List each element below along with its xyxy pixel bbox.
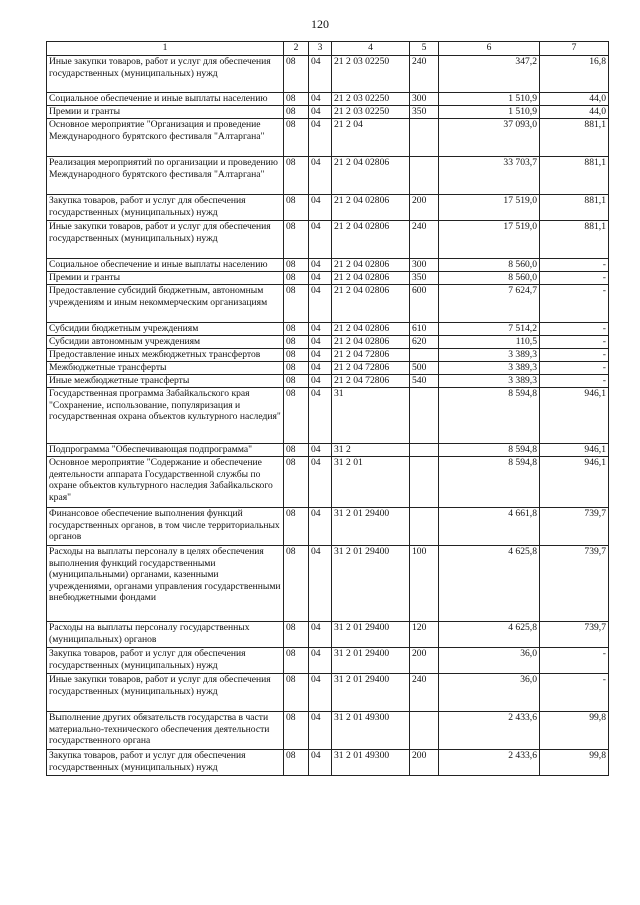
row-subsection-cell: 04: [309, 648, 332, 674]
row-subsection-cell: 04: [309, 259, 332, 272]
row-amount-cell: 347,2: [439, 56, 540, 93]
row-target-article-cell: 31 2: [332, 444, 410, 457]
row-target-article-cell: 31 2 01 29400: [332, 648, 410, 674]
row-expense-type-cell: [410, 157, 439, 195]
row-name-cell: Основное мероприятие "Организация и проведение Международного бурятского фестиваля "Алтаргана": [47, 119, 284, 157]
row-subsection-cell: 04: [309, 457, 332, 508]
row-section-cell: 08: [284, 444, 309, 457]
row-target-article-cell: 21 2 04 02806: [332, 195, 410, 221]
row-name-cell: Реализация мероприятий по организации и проведению Международного бурятского фестиваля "Алтаргана": [47, 157, 284, 195]
row-amount-2-cell: -: [540, 375, 609, 388]
row-amount-2-cell: 946,1: [540, 457, 609, 508]
row-subsection-cell: 04: [309, 285, 332, 323]
table-row: [47, 712, 609, 750]
row-section-cell: 08: [284, 750, 309, 776]
row-amount-cell: 2 433,6: [439, 750, 540, 776]
row-section-cell: 08: [284, 648, 309, 674]
row-target-article-cell: 21 2 03 02250: [332, 93, 410, 106]
row-target-article-cell: 31 2 01 29400: [332, 546, 410, 622]
row-subsection-cell: 04: [309, 93, 332, 106]
row-name-cell: Предоставление субсидий бюджетным, автономным учреждениям и иным некоммерческим организациям: [47, 285, 284, 323]
row-target-article-cell: 31: [332, 388, 410, 444]
row-target-article-cell: 31 2 01 49300: [332, 750, 410, 776]
row-expense-type-cell: [410, 119, 439, 157]
row-target-article-cell: 21 2 04 72806: [332, 362, 410, 375]
row-expense-type-cell: 540: [410, 375, 439, 388]
row-name-cell: Социальное обеспечение и иные выплаты населению: [47, 259, 284, 272]
row-expense-type-cell: 200: [410, 195, 439, 221]
budget-table: [46, 41, 609, 776]
table-row: [47, 323, 609, 336]
row-amount-cell: 1 510,9: [439, 93, 540, 106]
table-row: [47, 336, 609, 349]
row-section-cell: 08: [284, 272, 309, 285]
table-row: [47, 195, 609, 221]
row-section-cell: 08: [284, 712, 309, 750]
row-section-cell: 08: [284, 119, 309, 157]
row-expense-type-cell: [410, 712, 439, 750]
row-amount-2-cell: 881,1: [540, 119, 609, 157]
row-subsection-cell: 04: [309, 622, 332, 648]
row-subsection-cell: 04: [309, 362, 332, 375]
row-name-cell: Иные межбюджетные трансферты: [47, 375, 284, 388]
row-subsection-cell: 04: [309, 336, 332, 349]
row-amount-2-cell: 946,1: [540, 444, 609, 457]
row-amount-2-cell: 99,8: [540, 712, 609, 750]
row-amount-2-cell: -: [540, 285, 609, 323]
row-amount-cell: 4 625,8: [439, 546, 540, 622]
row-expense-type-cell: 610: [410, 323, 439, 336]
row-amount-cell: 17 519,0: [439, 195, 540, 221]
table-row: [47, 119, 609, 157]
row-subsection-cell: 04: [309, 750, 332, 776]
row-amount-2-cell: -: [540, 362, 609, 375]
column-header: 4: [332, 42, 410, 56]
row-amount-cell: 8 560,0: [439, 259, 540, 272]
row-subsection-cell: 04: [309, 106, 332, 119]
row-name-cell: Иные закупки товаров, работ и услуг для обеспечения государственных (муниципальных) нужд: [47, 674, 284, 712]
row-target-article-cell: 21 2 04 02806: [332, 336, 410, 349]
row-subsection-cell: 04: [309, 195, 332, 221]
row-expense-type-cell: 100: [410, 546, 439, 622]
row-amount-cell: 3 389,3: [439, 362, 540, 375]
table-row: [47, 272, 609, 285]
row-target-article-cell: 31 2 01 49300: [332, 712, 410, 750]
row-expense-type-cell: 620: [410, 336, 439, 349]
row-target-article-cell: 21 2 04 02806: [332, 323, 410, 336]
row-expense-type-cell: 350: [410, 272, 439, 285]
row-expense-type-cell: [410, 349, 439, 362]
table-row: [47, 349, 609, 362]
row-section-cell: 08: [284, 259, 309, 272]
row-name-cell: Субсидии бюджетным учреждениям: [47, 323, 284, 336]
row-amount-cell: 8 594,8: [439, 457, 540, 508]
row-expense-type-cell: 600: [410, 285, 439, 323]
table-row: [47, 622, 609, 648]
row-name-cell: Закупка товаров, работ и услуг для обеспечения государственных (муниципальных) нужд: [47, 195, 284, 221]
row-subsection-cell: 04: [309, 712, 332, 750]
row-target-article-cell: 21 2 04 72806: [332, 375, 410, 388]
row-target-article-cell: 21 2 03 02250: [332, 56, 410, 93]
row-section-cell: 08: [284, 323, 309, 336]
table-row: [47, 444, 609, 457]
row-amount-cell: 17 519,0: [439, 221, 540, 259]
row-amount-2-cell: 16,8: [540, 56, 609, 93]
row-section-cell: 08: [284, 157, 309, 195]
table-row: [47, 157, 609, 195]
table-row: [47, 106, 609, 119]
row-amount-2-cell: 44,0: [540, 93, 609, 106]
row-subsection-cell: 04: [309, 508, 332, 546]
table-row: [47, 56, 609, 93]
row-name-cell: Социальное обеспечение и иные выплаты населению: [47, 93, 284, 106]
column-header: 6: [439, 42, 540, 56]
row-section-cell: 08: [284, 221, 309, 259]
row-subsection-cell: 04: [309, 323, 332, 336]
row-amount-2-cell: -: [540, 336, 609, 349]
row-amount-cell: 1 510,9: [439, 106, 540, 119]
row-amount-cell: 33 703,7: [439, 157, 540, 195]
row-expense-type-cell: [410, 457, 439, 508]
row-section-cell: 08: [284, 457, 309, 508]
row-target-article-cell: 31 2 01 29400: [332, 508, 410, 546]
row-name-cell: Межбюджетные трансферты: [47, 362, 284, 375]
row-amount-cell: 36,0: [439, 648, 540, 674]
row-amount-2-cell: 739,7: [540, 546, 609, 622]
row-name-cell: Финансовое обеспечение выполнения функций государственных органов, в том числе территориальных органов: [47, 508, 284, 546]
row-amount-cell: 8 560,0: [439, 272, 540, 285]
row-amount-cell: 4 625,8: [439, 622, 540, 648]
row-subsection-cell: 04: [309, 444, 332, 457]
row-subsection-cell: 04: [309, 349, 332, 362]
row-target-article-cell: 31 2 01: [332, 457, 410, 508]
row-section-cell: 08: [284, 285, 309, 323]
row-amount-cell: 8 594,8: [439, 444, 540, 457]
row-target-article-cell: 31 2 01 29400: [332, 622, 410, 648]
row-target-article-cell: 21 2 04 72806: [332, 349, 410, 362]
row-name-cell: Расходы на выплаты персоналу в целях обеспечения выполнения функций государственными (муниципальными) органами, казенными учреждениями, органами управления государственными внебюджетными фондами: [47, 546, 284, 622]
row-expense-type-cell: [410, 388, 439, 444]
row-expense-type-cell: 120: [410, 622, 439, 648]
row-target-article-cell: 21 2 04: [332, 119, 410, 157]
row-name-cell: Субсидии автономным учреждениям: [47, 336, 284, 349]
row-expense-type-cell: 350: [410, 106, 439, 119]
row-amount-cell: 36,0: [439, 674, 540, 712]
table-row: [47, 508, 609, 546]
row-amount-2-cell: -: [540, 674, 609, 712]
row-target-article-cell: 21 2 04 02806: [332, 157, 410, 195]
row-name-cell: Основное мероприятие "Содержание и обеспечение деятельности аппарата Государственной службы по охране объектов культурного наследия Забайкальского края": [47, 457, 284, 508]
row-section-cell: 08: [284, 674, 309, 712]
page-number: 120: [311, 17, 329, 31]
row-name-cell: Государственная программа Забайкальского края "Сохранение, использование, популяризация и государственная охрана объектов культурного наследия": [47, 388, 284, 444]
row-subsection-cell: 04: [309, 388, 332, 444]
table-row: [47, 362, 609, 375]
row-amount-2-cell: 44,0: [540, 106, 609, 119]
table-row: [47, 285, 609, 323]
row-subsection-cell: 04: [309, 272, 332, 285]
row-section-cell: 08: [284, 106, 309, 119]
row-name-cell: Иные закупки товаров, работ и услуг для обеспечения государственных (муниципальных) нужд: [47, 221, 284, 259]
column-header: 2: [284, 42, 309, 56]
row-amount-2-cell: 739,7: [540, 508, 609, 546]
row-name-cell: Подпрограмма "Обеспечивающая подпрограмма": [47, 444, 284, 457]
table-row: [47, 259, 609, 272]
row-section-cell: 08: [284, 336, 309, 349]
row-amount-2-cell: 946,1: [540, 388, 609, 444]
column-header: 1: [47, 42, 284, 56]
row-expense-type-cell: [410, 444, 439, 457]
table-row: [47, 648, 609, 674]
row-section-cell: 08: [284, 546, 309, 622]
row-name-cell: Закупка товаров, работ и услуг для обеспечения государственных (муниципальных) нужд: [47, 750, 284, 776]
column-header: 3: [309, 42, 332, 56]
row-target-article-cell: 21 2 04 02806: [332, 221, 410, 259]
table-row: [47, 221, 609, 259]
row-name-cell: Выполнение других обязательств государства в части материально-технического обеспечения деятельности государственного органа: [47, 712, 284, 750]
row-amount-2-cell: -: [540, 259, 609, 272]
row-target-article-cell: 21 2 04 02806: [332, 259, 410, 272]
row-section-cell: 08: [284, 195, 309, 221]
row-expense-type-cell: 300: [410, 259, 439, 272]
row-name-cell: Расходы на выплаты персоналу государственных (муниципальных) органов: [47, 622, 284, 648]
row-subsection-cell: 04: [309, 221, 332, 259]
row-name-cell: Премии и гранты: [47, 106, 284, 119]
table-row: [47, 457, 609, 508]
row-target-article-cell: 21 2 03 02250: [332, 106, 410, 119]
row-section-cell: 08: [284, 93, 309, 106]
table-row: [47, 93, 609, 106]
row-expense-type-cell: 500: [410, 362, 439, 375]
row-amount-cell: 110,5: [439, 336, 540, 349]
row-amount-2-cell: 881,1: [540, 195, 609, 221]
table-row: [47, 375, 609, 388]
row-expense-type-cell: 240: [410, 221, 439, 259]
row-amount-2-cell: 739,7: [540, 622, 609, 648]
row-section-cell: 08: [284, 388, 309, 444]
row-expense-type-cell: 240: [410, 674, 439, 712]
row-amount-cell: 3 389,3: [439, 375, 540, 388]
row-amount-2-cell: 881,1: [540, 157, 609, 195]
column-header: 7: [540, 42, 609, 56]
row-amount-cell: 7 514,2: [439, 323, 540, 336]
row-amount-cell: 2 433,6: [439, 712, 540, 750]
row-amount-cell: 8 594,8: [439, 388, 540, 444]
row-amount-2-cell: -: [540, 648, 609, 674]
row-subsection-cell: 04: [309, 546, 332, 622]
row-amount-2-cell: -: [540, 323, 609, 336]
row-name-cell: Закупка товаров, работ и услуг для обеспечения государственных (муниципальных) нужд: [47, 648, 284, 674]
table-row: [47, 674, 609, 712]
row-name-cell: Премии и гранты: [47, 272, 284, 285]
row-amount-2-cell: 99,8: [540, 750, 609, 776]
row-subsection-cell: 04: [309, 375, 332, 388]
row-amount-cell: 3 389,3: [439, 349, 540, 362]
row-subsection-cell: 04: [309, 119, 332, 157]
row-expense-type-cell: 240: [410, 56, 439, 93]
table-row: [47, 750, 609, 776]
header-row: [47, 42, 609, 56]
row-expense-type-cell: 200: [410, 648, 439, 674]
row-subsection-cell: 04: [309, 157, 332, 195]
row-amount-2-cell: -: [540, 349, 609, 362]
row-expense-type-cell: [410, 508, 439, 546]
row-section-cell: 08: [284, 622, 309, 648]
table-row: [47, 546, 609, 622]
row-section-cell: 08: [284, 56, 309, 93]
row-section-cell: 08: [284, 508, 309, 546]
row-target-article-cell: 21 2 04 02806: [332, 272, 410, 285]
row-section-cell: 08: [284, 375, 309, 388]
row-expense-type-cell: 300: [410, 93, 439, 106]
row-amount-cell: 37 093,0: [439, 119, 540, 157]
column-header: 5: [410, 42, 439, 56]
row-amount-cell: 7 624,7: [439, 285, 540, 323]
row-name-cell: Предоставление иных межбюджетных трансфертов: [47, 349, 284, 362]
row-section-cell: 08: [284, 349, 309, 362]
row-expense-type-cell: 200: [410, 750, 439, 776]
row-target-article-cell: 31 2 01 29400: [332, 674, 410, 712]
row-amount-2-cell: -: [540, 272, 609, 285]
row-amount-cell: 4 661,8: [439, 508, 540, 546]
table-row: [47, 388, 609, 444]
row-amount-2-cell: 881,1: [540, 221, 609, 259]
row-subsection-cell: 04: [309, 674, 332, 712]
row-subsection-cell: 04: [309, 56, 332, 93]
row-target-article-cell: 21 2 04 02806: [332, 285, 410, 323]
row-section-cell: 08: [284, 362, 309, 375]
row-name-cell: Иные закупки товаров, работ и услуг для обеспечения государственных (муниципальных) нужд: [47, 56, 284, 93]
